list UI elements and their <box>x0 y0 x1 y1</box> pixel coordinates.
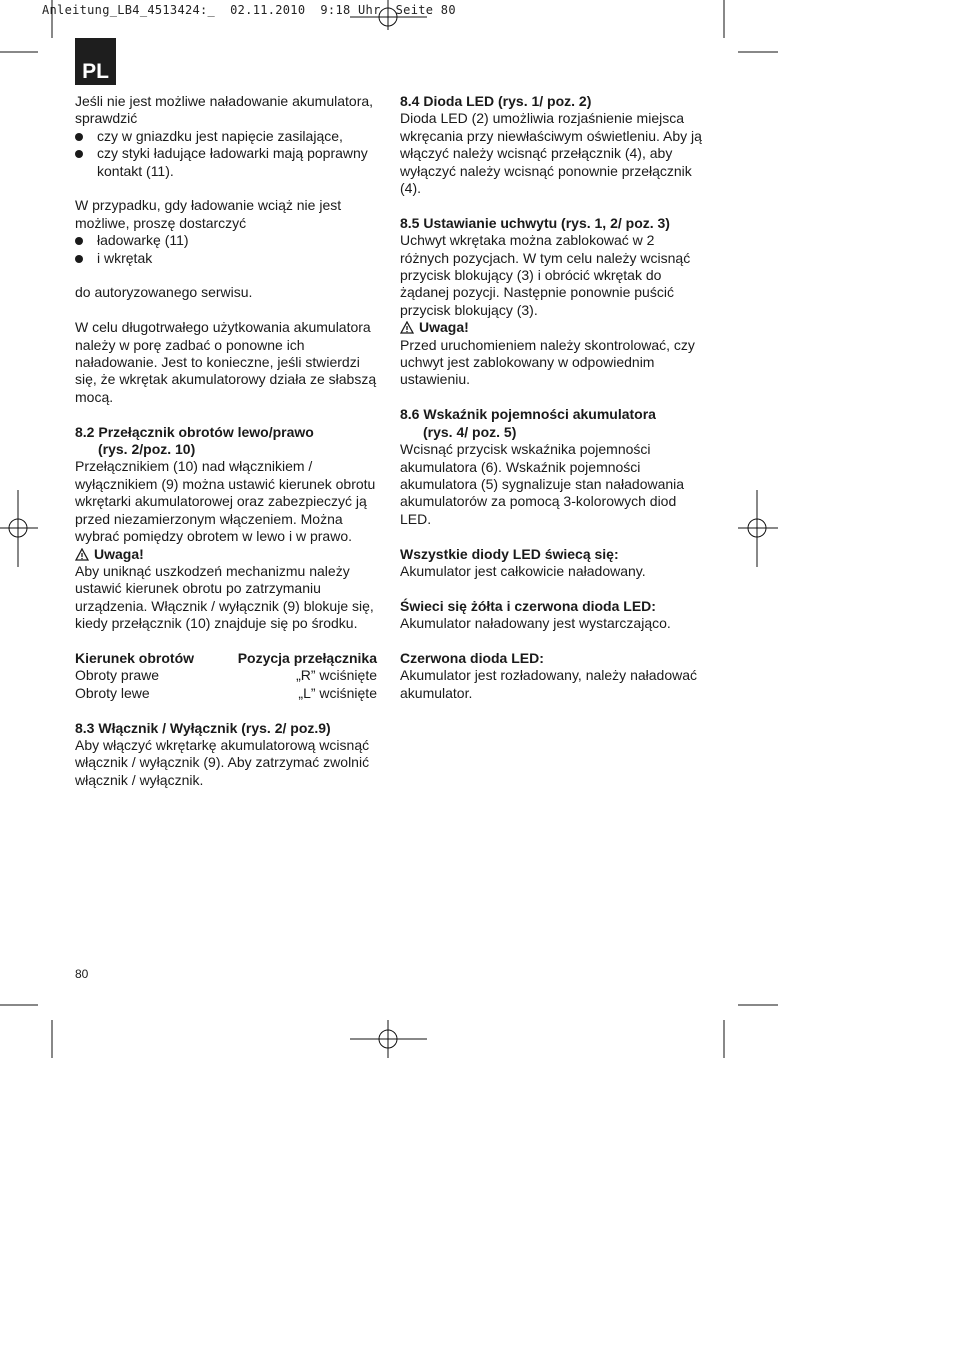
rotation-direction-table <box>75 650 377 702</box>
paragraph-service: W przypadku, gdy ładowanie wciąż nie jest możliwe, proszę dostarczyć <box>75 197 342 231</box>
print-header: Anleitung_LB4_4513424:_ 02.11.2010 9:18 Uhr Seite 80 <box>42 3 456 17</box>
warning-heading: Uwaga! <box>75 546 379 563</box>
paragraph-authorized-service: do autoryzowanego serwisu. <box>75 284 253 301</box>
led-all-heading: Wszystkie diody LED świecą się: <box>400 545 619 562</box>
page-number: 80 <box>75 967 89 981</box>
led-yellow-red-heading: Świeci się żółta i czerwona dioda LED: <box>400 597 656 614</box>
section-heading-8-3: 8.3 Włącznik / Wyłącznik (rys. 2/ poz.9) <box>75 719 331 736</box>
list-item: czy w gniazdku jest napięcie zasilające, <box>75 128 379 145</box>
led-red-heading: Czerwona dioda LED: <box>400 649 544 666</box>
warning-text-8-2: Aby uniknąć uszkodzeń mechanizmu należy ustawić kierunek obrotu po zatrzymaniu urządzenia. Włącznik / wyłącznik (9) blokuje się, kiedy przełącznik (10) znajduje się po środku. <box>75 562 374 632</box>
registration-mark-bottom <box>350 1020 427 1058</box>
left-column <box>75 93 379 789</box>
warning-heading: Uwaga! <box>400 319 704 336</box>
bullet-list-deliver <box>75 232 379 267</box>
bullet-list-checks <box>75 128 379 180</box>
led-yellow-red-text: Akumulator naładowany jest wystarczająco. <box>400 615 671 632</box>
section-text-8-5: Uchwyt wkrętaka można zablokować w 2 różnych pozycjach. W tym celu należy wcisnąć przycisk blokujący (3) i obrócić wkrętak do żądanej pozycji. Następnie ponownie puścić przycisk blokujący (3). <box>400 232 691 318</box>
table-row: Obroty prawe „R” wciśnięte <box>75 667 377 684</box>
section-heading-8-5: 8.5 Ustawianie uchwytu (rys. 1, 2/ poz. 3) <box>400 214 670 231</box>
section-heading-8-6: 8.6 Wskaźnik pojemności akumulatora (rys. 4/ poz. 5) <box>400 406 656 440</box>
section-heading-8-4: 8.4 Dioda LED (rys. 1/ poz. 2) <box>400 93 592 109</box>
section-heading-8-2: 8.2 Przełącznik obrotów lewo/prawo (rys. 2/poz. 10) <box>75 423 314 458</box>
list-item: ładowarkę (11) <box>75 232 379 249</box>
warning-icon <box>75 548 89 561</box>
table-row: Obroty lewe „L” wciśnięte <box>75 684 377 701</box>
right-column <box>400 93 704 702</box>
table-header: Pozycja przełącznika <box>237 649 377 666</box>
paragraph-battery-care: W celu długotrwałego użytkowania akumulatora należy w porę zadbać o ponowne ich naładowanie. Jest to konieczne, jeśli stwierdzi się, że wkrętak akumulatorowy działa ze słabszą mocą. <box>75 319 377 405</box>
registration-mark-right <box>738 490 778 567</box>
language-badge: PL <box>75 38 116 85</box>
warning-text-8-5: Przed uruchomieniem należy skontrolować, czy uchwyt jest zablokowany w odpowiednim ustawieniu. <box>400 336 695 388</box>
warning-icon <box>400 321 414 334</box>
section-text-8-2: Przełącznikiem (10) nad włącznikiem / wyłącznikiem (9) można ustawić kierunek obrotu wkrętarki akumulatorowej oraz zabezpieczyć ją przed niezamierzonym włączeniem. Można wybrać pomiędzy obrotem w lewo i w prawo. <box>75 458 376 545</box>
led-red-text: Akumulator jest rozładowany, należy naładować akumulator. <box>400 667 698 701</box>
table-header: Kierunek obrotów <box>75 649 195 666</box>
list-item: i wkrętak <box>75 250 379 267</box>
registration-mark-left <box>0 490 38 567</box>
paragraph-charging-check: Jeśli nie jest możliwe naładowanie akumulatora, sprawdzić <box>75 93 374 127</box>
section-text-8-3: Aby włączyć wkrętarkę akumulatorową wcisnąć włącznik / wyłącznik (9). Aby zatrzymać zwolnić włącznik / wyłącznik. <box>75 736 370 788</box>
section-text-8-6: Wcisnąć przycisk wskaźnika pojemności akumulatora (6). Wskaźnik pojemności akumulatora (5) sygnalizuje stan naładowania akumulatorów za pomocą 3-kolorowych diod LED. <box>400 441 685 527</box>
list-item: czy styki ładujące ładowarki mają poprawny kontakt (11). <box>75 145 379 180</box>
led-all-text: Akumulator jest całkowicie naładowany. <box>400 562 646 579</box>
section-text-8-4: Dioda LED (2) umożliwia rozjaśnienie miejsca wkręcania przy niewłaściwym oświetleniu. Aby ją włączyć należy wcisnąć przełącznik (4), aby wyłączyć należy wcisnąć ponownie przełącznik (4). <box>400 110 702 197</box>
